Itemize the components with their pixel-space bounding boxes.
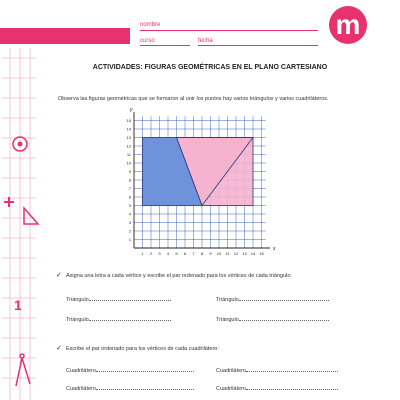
quadrilateral-row-2[interactable] [216, 366, 338, 374]
triangle-row-1[interactable] [66, 295, 171, 303]
logo-letter: m [335, 9, 361, 40]
quadrilateral-row-1[interactable] [66, 366, 194, 374]
quadrilateral-answer-line[interactable] [246, 384, 338, 390]
y-tick-label: 8 [128, 177, 131, 183]
compass-icon [16, 354, 30, 386]
x-tick-label: 2 [149, 251, 153, 256]
x-axis-label: x [273, 246, 276, 252]
quadrilateral-label: Cuadrilátero [216, 368, 246, 374]
name-label: nombre [140, 22, 161, 28]
quadrilateral-answer-line[interactable] [96, 384, 194, 390]
y-tick-label: 7 [128, 186, 131, 191]
y-tick-label: 10 [126, 160, 131, 166]
y-tick-label: 4 [128, 211, 131, 217]
quadrilateral-label: Cuadrilátero [216, 386, 246, 392]
triangle-label: Triángulo [216, 297, 239, 303]
x-tick-label: 9 [209, 251, 212, 256]
x-tick-label: 12 [233, 251, 239, 256]
x-tick-label: 15 [259, 251, 264, 256]
triangle-row-3[interactable] [66, 315, 171, 323]
quadrilateral-label: Cuadrilátero [66, 368, 96, 374]
y-tick-label: 2 [128, 228, 131, 234]
intro-text: Observa las figuras geométricas que se formaron al unir los puntos hay varios triángulos y varios cuadriláteros. [58, 96, 329, 102]
x-tick-label: 7 [192, 251, 195, 256]
checkmark-icon: ✓ [56, 272, 62, 279]
date-field[interactable] [198, 45, 318, 46]
y-tick-label: 15 [126, 118, 131, 123]
x-tick-label: 4 [166, 251, 170, 256]
quadrilateral-answer-line[interactable] [246, 366, 338, 372]
triangle-label: Triángulo [66, 317, 89, 323]
y-tick-label: 1 [128, 237, 131, 242]
page-header [0, 0, 400, 67]
y-tick-label: 12 [126, 143, 131, 149]
y-tick-label: 5 [128, 203, 131, 208]
x-tick-label: 13 [242, 251, 247, 256]
x-tick-label: 1 [141, 251, 144, 256]
x-tick-label: 10 [216, 251, 222, 256]
quadrilateral-label: Cuadrilátero [66, 386, 96, 392]
course-label: curso [140, 38, 155, 44]
x-tick-label: 14 [250, 251, 256, 256]
date-label: fecha [198, 38, 213, 44]
y-axis-label: y [130, 107, 133, 113]
y-tick-label: 13 [126, 135, 131, 140]
cartesian-plane [120, 107, 290, 262]
x-tick-label: 5 [175, 251, 178, 256]
course-field[interactable] [140, 45, 190, 46]
section2-instruction: Escribe el par ordenado para los vértices de cada cuadrilátero: [66, 346, 219, 352]
triangle-answer-line[interactable] [239, 315, 329, 321]
y-tick-label: 11 [126, 152, 131, 157]
quadrilateral-row-3[interactable] [66, 384, 194, 392]
square-ruler-icon [24, 208, 38, 224]
side-decoration [0, 48, 40, 400]
subject-label: matemática • 5º básico [6, 57, 98, 67]
quadrilateral-answer-line[interactable] [96, 366, 194, 372]
page-title: ACTIVIDADES: FIGURAS GEOMÉTRICAS EN EL PLANO CARTESIANO [92, 64, 328, 71]
checkmark-icon: ✓ [56, 345, 62, 352]
x-tick-label: 3 [158, 251, 161, 256]
quadrilateral-row-4[interactable] [216, 384, 338, 392]
subject-band [0, 28, 130, 67]
triangle-answer-line[interactable] [239, 295, 329, 301]
y-tick-label: 9 [128, 169, 131, 174]
triangle-answer-line[interactable] [89, 315, 171, 321]
section1-instruction: Asigna una letra a cada vértice y escribe el par ordenado para los vértices de cada triángulo: [66, 273, 292, 279]
brand-logo [329, 6, 367, 44]
y-tick-label: 14 [126, 126, 131, 132]
side-number: 1 [14, 297, 22, 313]
triangle-label: Triángulo [66, 297, 89, 303]
y-tick-label: 3 [128, 220, 131, 225]
triangle-row-2[interactable] [216, 295, 329, 303]
x-tick-label: 11 [225, 251, 230, 256]
x-tick-label: 8 [200, 251, 204, 256]
triangle-answer-line[interactable] [89, 295, 171, 301]
plus-icon [4, 197, 14, 207]
name-field[interactable] [140, 30, 318, 31]
triangle-row-4[interactable] [216, 315, 329, 323]
x-tick-label: 6 [183, 251, 187, 256]
triangle-label: Triángulo [216, 317, 239, 323]
y-tick-label: 6 [128, 194, 131, 200]
figures [143, 138, 254, 206]
